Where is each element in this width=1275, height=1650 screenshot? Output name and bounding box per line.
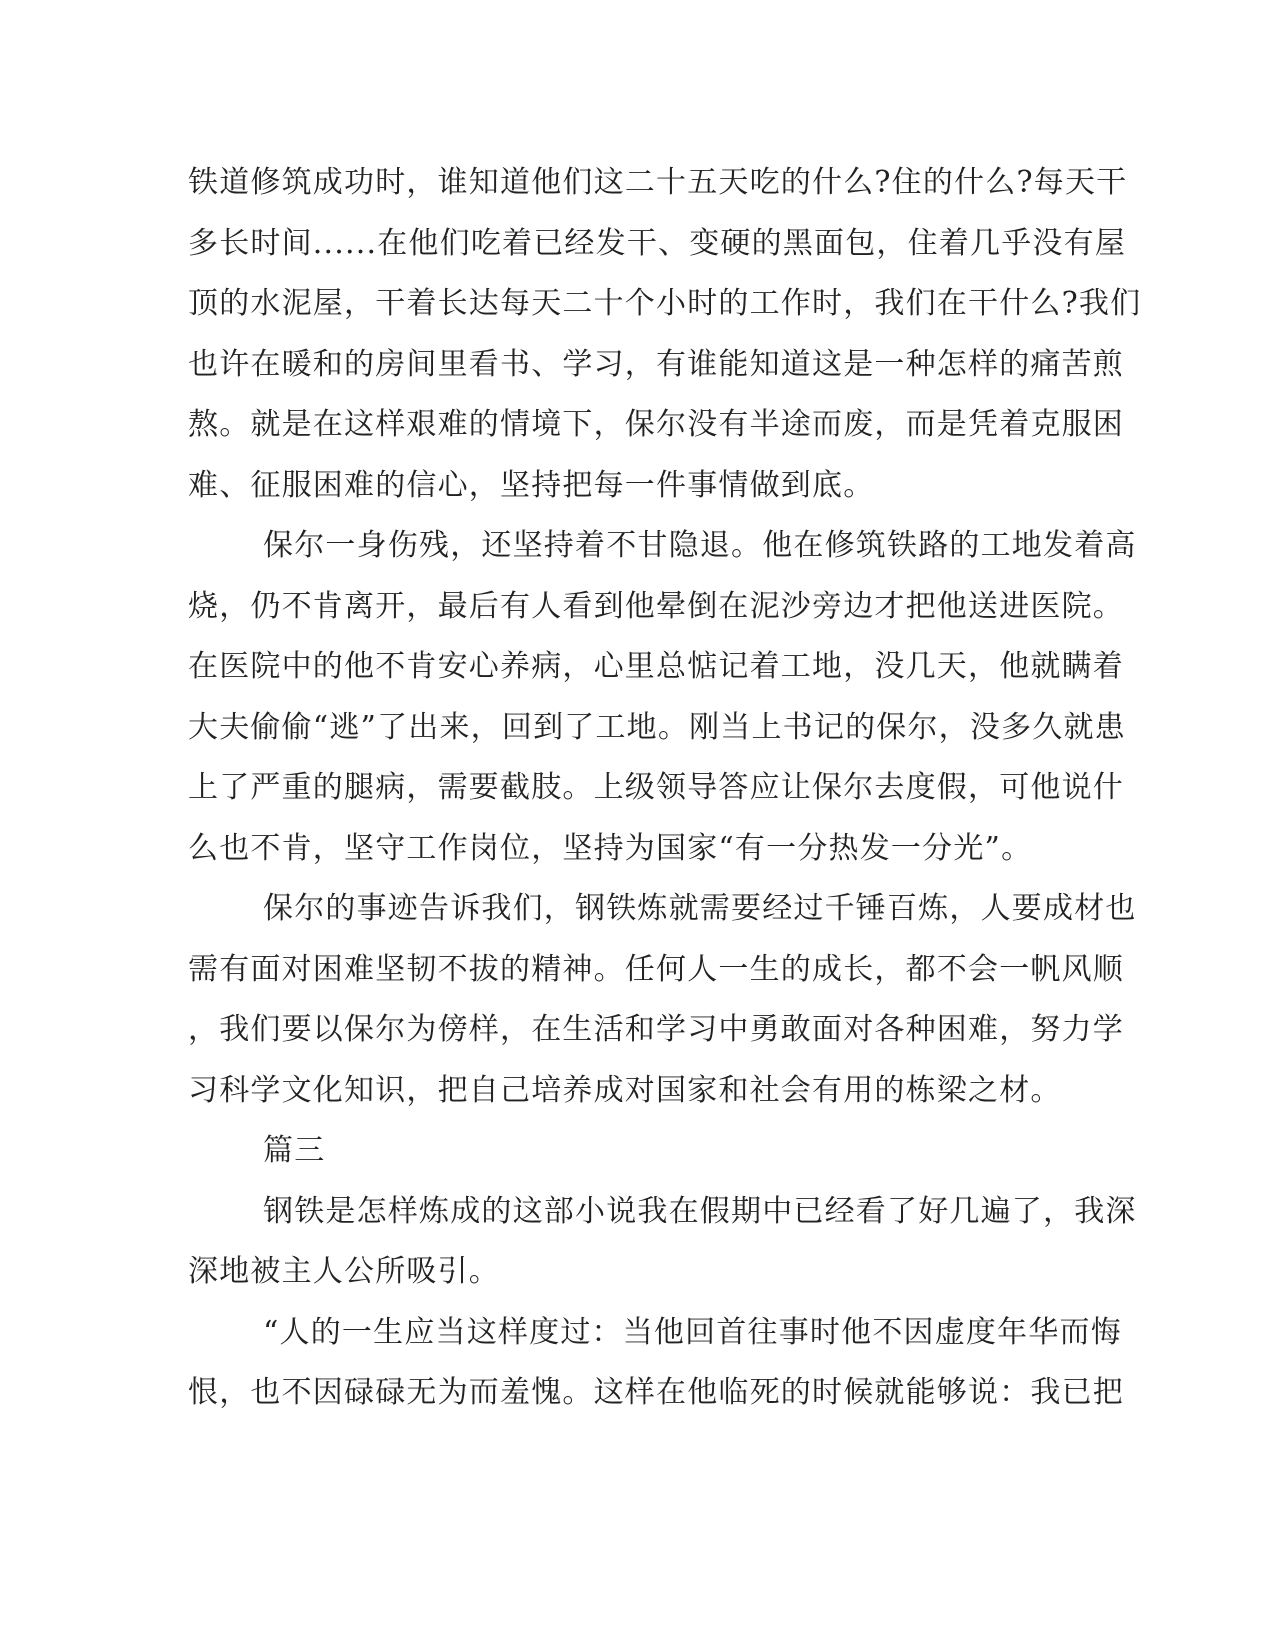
text-line: 么也不肯，坚守工作岗位，坚持为国家“有一分热发一分光”。 bbox=[188, 830, 1033, 866]
section-heading: 篇三 bbox=[263, 1133, 326, 1168]
text-line: 在医院中的他不肯安心养病，心里总惦记着工地，没几天，他就瞒着 bbox=[188, 649, 1124, 684]
document-body bbox=[188, 153, 1142, 1424]
paragraph-start-line: “人的一生应当这样度过：当他回首往事时他不因虚度年华而悔 bbox=[263, 1314, 1122, 1350]
text-line: 恨，也不因碌碌无为而羞愧。这样在他临死的时候就能够说：我已把 bbox=[188, 1375, 1124, 1410]
text-line: 也许在暖和的房间里看书、学习，有谁能知道这是一种怎样的痛苦煎 bbox=[188, 346, 1124, 382]
paragraph-start-line: 保尔的事迹告诉我们，钢铁炼就需要经过千锤百炼，人要成材也 bbox=[263, 891, 1137, 926]
text-line: 上了严重的腿病，需要截肢。上级领导答应让保尔去度假，可他说什 bbox=[188, 770, 1124, 805]
text-line: 需有面对困难坚韧不拔的精神。任何人一生的成长，都不会一帆风顺 bbox=[188, 951, 1124, 987]
text-line: 难、征服困难的信心，坚持把每一件事情做到底。 bbox=[188, 467, 875, 503]
text-line: 多长时间......在他们吃着已经发干、变硬的黑面包，住着几乎没有屋 bbox=[188, 225, 1127, 261]
text-line: 熬。就是在这样艰难的情境下，保尔没有半途而废，而是凭着克服困 bbox=[188, 407, 1124, 442]
text-line: 习科学文化知识，把自己培养成对国家和社会有用的栋梁之材。 bbox=[188, 1072, 1062, 1108]
text-line: 烧，仍不肯离开，最后有人看到他晕倒在泥沙旁边才把他送进医院。 bbox=[188, 588, 1124, 624]
text-line: 大夫偷偷“逃”了出来，回到了工地。刚当上书记的保尔，没多久就患 bbox=[188, 709, 1126, 745]
text-line: ，我们要以保尔为傍样，在生活和学习中勇敢面对各种困难，努力学 bbox=[188, 1012, 1124, 1047]
text-line: 铁道修筑成功时，谁知道他们这二十五天吃的什么?住的什么?每天干 bbox=[188, 165, 1128, 200]
paragraph-start-line: 钢铁是怎样炼成的这部小说我在假期中已经看了好几遍了，我深 bbox=[263, 1193, 1137, 1229]
text-line: 深地被主人公所吸引。 bbox=[188, 1254, 500, 1289]
paragraph-start-line: 保尔一身伤残，还坚持着不甘隐退。他在修筑铁路的工地发着高 bbox=[263, 528, 1137, 563]
text-line: 顶的水泥屋，干着长达每天二十个小时的工作时，我们在干什么?我们 bbox=[188, 286, 1142, 321]
